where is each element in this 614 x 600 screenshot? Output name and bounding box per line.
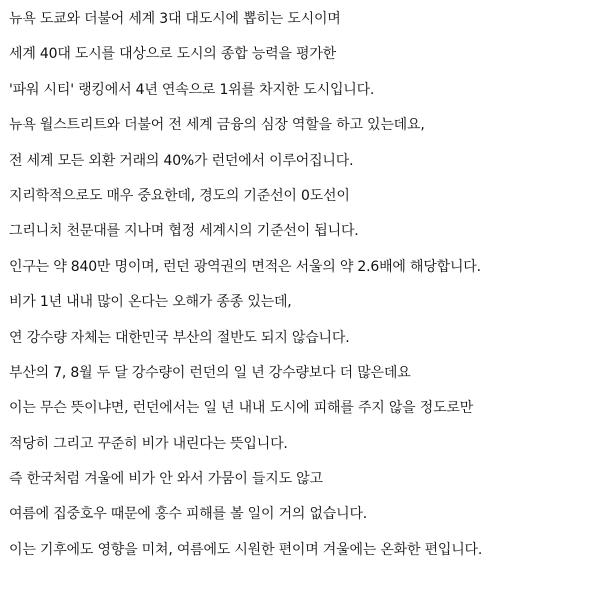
text-line: 뉴욕 월스트리트와 더불어 전 세계 금융의 심장 역할을 하고 있는데요, [9,117,425,134]
text-line: 적당히 그리고 꾸준히 비가 내린다는 뜻입니다. [9,435,288,452]
text-line: 연 강수량 자체는 대한민국 부산의 절반도 되지 않습니다. [9,329,350,346]
text-line: 이는 기후에도 영향을 미쳐, 여름에도 시원한 편이며 겨울에는 온화한 편입니다. [9,541,483,558]
text-line: 세계 40대 도시를 대상으로 도시의 종합 능력을 평가한 [9,46,336,63]
text-line: 뉴욕 도쿄와 더불어 세계 3대 대도시에 뽑히는 도시이며 [9,11,341,27]
text-line: 인구는 약 840만 명이며, 런던 광역권의 면적은 서울의 약 2.6배에 해당합니다. [9,258,481,275]
text-line: 비가 1년 내내 많이 온다는 오해가 종종 있는데, [9,294,292,311]
text-line: 그리니치 천문대를 지나며 협정 세계시의 기준선이 됩니다. [9,223,359,240]
text-line: 전 세계 모든 외환 거래의 40%가 런던에서 이루어집니다. [9,152,354,169]
text-line: 부산의 7, 8월 두 달 강수량이 런던의 일 년 강수량보다 더 많은데요 [9,364,411,381]
text-line: 여름에 집중호우 때문에 홍수 피해를 볼 일이 거의 없습니다. [9,506,368,523]
text-line: '파워 시티' 랭킹에서 4년 연속으로 1위를 차지한 도시입니다. [9,81,375,98]
text-line: 즉 한국처럼 겨울에 비가 안 와서 가뭄이 들지도 않고 [9,471,323,488]
text-line: 이는 무슨 뜻이냐면, 런던에서는 일 년 내내 도시에 피해를 주지 않을 정도로만 [9,400,474,417]
text-line: 지리학적으로도 매우 중요한데, 경도의 기준선이 0도선이 [9,187,350,204]
